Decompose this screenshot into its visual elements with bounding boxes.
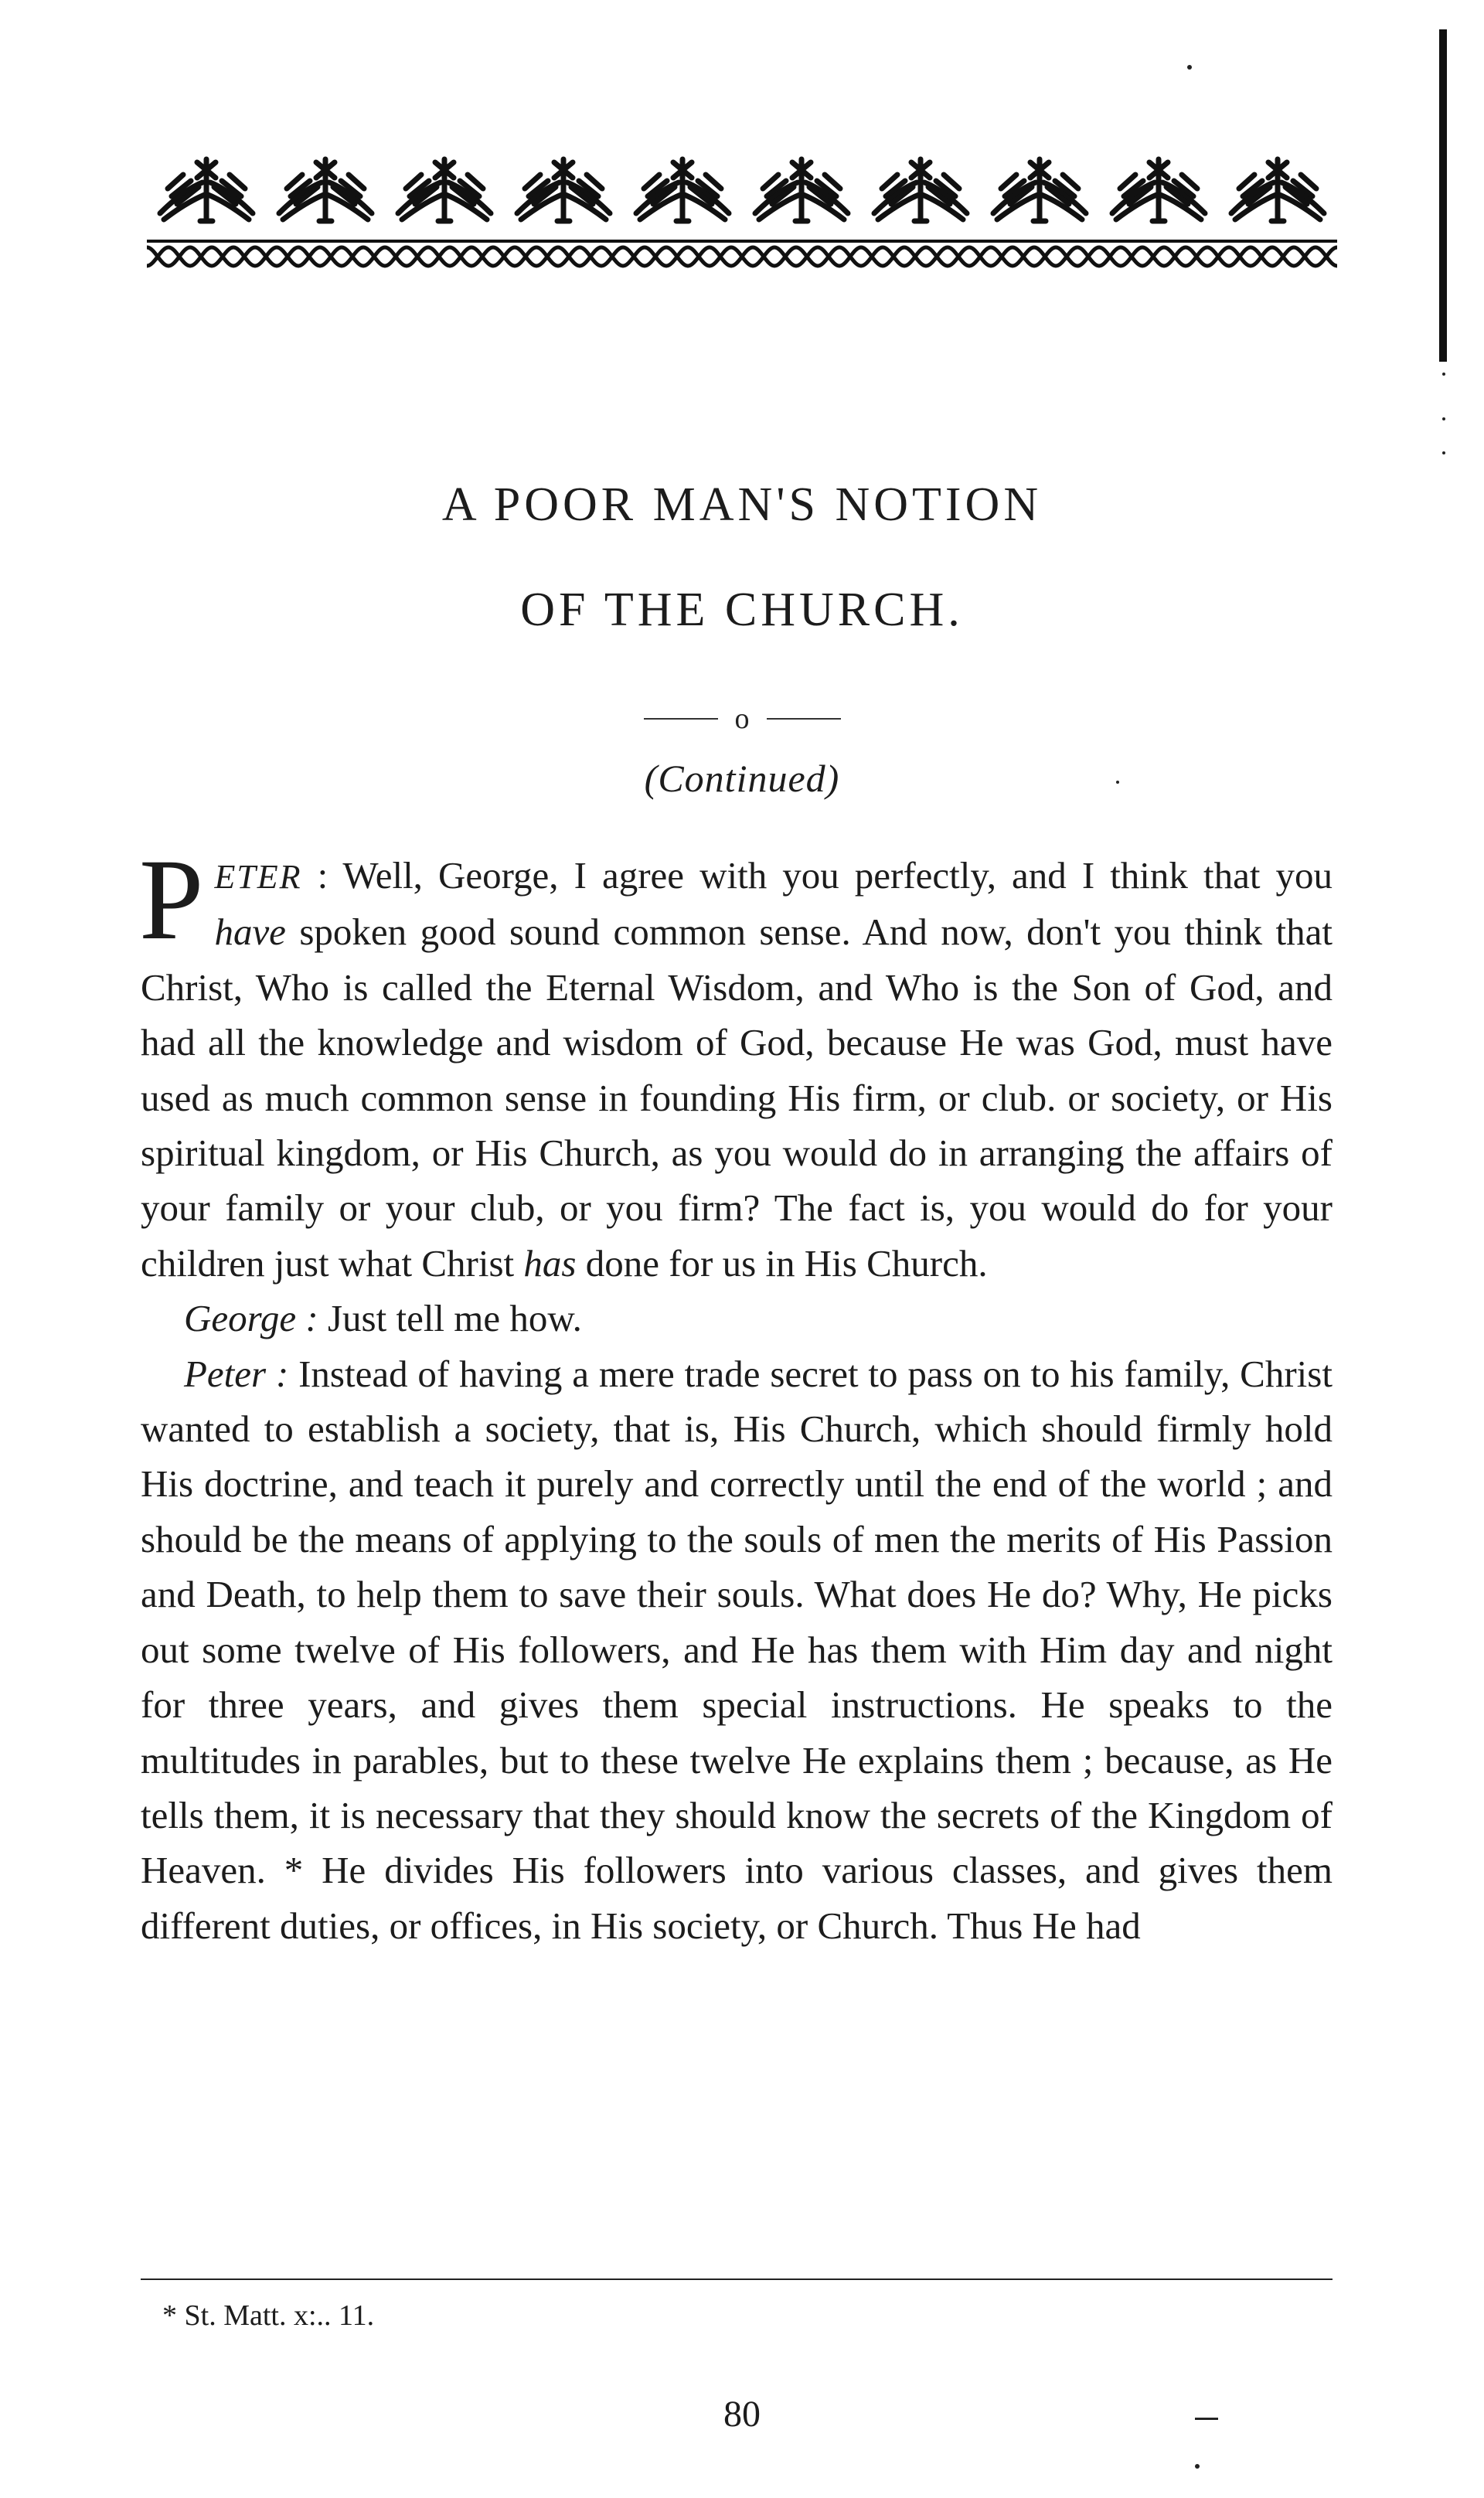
wheat-sheaf-icon <box>993 159 1086 221</box>
paragraph-text: spoken good sound common sense. And now, don't you think that Christ, Who is called the Eternal Wisdom, and Who is the Son of God, and had all the knowledge and wisdom of God, because He was God, must have used as much common sense in founding His firm, or club. or society, or His spiritual kingdom, or His Church, as you would do in arranging the affairs of your family or your club, or you firm? The fact is, you would do for your children just what Christ <box>141 910 1333 1285</box>
wheat-sheaf-icon <box>755 159 848 221</box>
wheat-sheaf-icon <box>1112 159 1205 221</box>
wheat-sheaf-icon <box>636 159 729 221</box>
section-divider <box>147 703 1337 734</box>
chapter-title-line-1: A POOR MAN'S NOTION <box>441 478 1043 531</box>
page-number: 80 <box>723 2394 761 2435</box>
scan-speck <box>1195 2464 1200 2469</box>
scan-speck <box>1187 65 1192 70</box>
wheat-sheaf-icon <box>874 159 967 221</box>
wheat-sheaf-icon <box>517 159 610 221</box>
divider-dash-right <box>767 718 841 720</box>
divider-mark: o <box>734 703 750 735</box>
scan-speck <box>1442 417 1445 420</box>
braided-rule-ornament-icon <box>147 240 1337 272</box>
speaker-name: Peter : <box>184 1352 289 1395</box>
wheat-sheaf-icon <box>398 159 491 221</box>
wheat-sheaf-icon <box>279 159 372 221</box>
scan-mark-dash <box>1195 2418 1218 2420</box>
divider-dash-left <box>644 718 718 720</box>
scan-speck <box>1442 451 1445 454</box>
wheat-sheaf-icon <box>1231 159 1324 221</box>
paragraph-peter-2 <box>141 1346 1333 1953</box>
emphasis-text: have <box>214 910 286 954</box>
scan-speck <box>1442 373 1445 376</box>
footnote: * St. Matt. x:.. 11. <box>162 2299 375 2332</box>
scan-edge-mark <box>1439 29 1447 362</box>
paragraph-text: Instead of having a mere trade secret to pass on to his family, Christ wanted to establish a society, that is, His Church, which should firmly hold His doctrine, and teach it purely and correctly until the end of the world ; and should be the means of applying to the souls of men the merits of His Passion and Death, to help them to save their souls. What does He do? Why, He picks out some twelve of His followers, and He has them with Him day and night for three years, and gives them special instructions. He speaks to the multitudes in parables, but to these twelve He explains them ; because, as He tells them, it is necessary that they should know the secrets of the Kingdom of Heaven. * He divides His followers into various classes, and gives them different duties, or offices, in His society, or Church. Thus He had <box>141 1352 1333 1947</box>
paragraph-text: Well, George, I agree with you perfectly, and I think that you <box>328 854 1333 897</box>
footnote-rule <box>141 2278 1333 2280</box>
paragraph-george <box>141 1291 1333 1346</box>
drop-cap: P <box>139 836 204 964</box>
continued-subtitle: (Continued) <box>644 757 840 800</box>
speaker-name: George : <box>184 1297 318 1340</box>
speaker-name: ETER <box>214 858 302 896</box>
chapter-title-line-2: OF THE CHURCH. <box>520 584 964 636</box>
emphasis-text: has <box>523 1241 577 1285</box>
paragraph-text: done for us in His Church. <box>576 1241 988 1285</box>
body-text <box>139 836 1333 1953</box>
wheat-sheaf-icon <box>160 159 253 221</box>
wheat-sheaf-ornament-icon <box>147 151 1337 229</box>
paragraph-peter-1 <box>139 836 1333 1291</box>
paragraph-text: Just tell me how. <box>318 1297 582 1340</box>
speaker-colon: : <box>301 854 328 897</box>
